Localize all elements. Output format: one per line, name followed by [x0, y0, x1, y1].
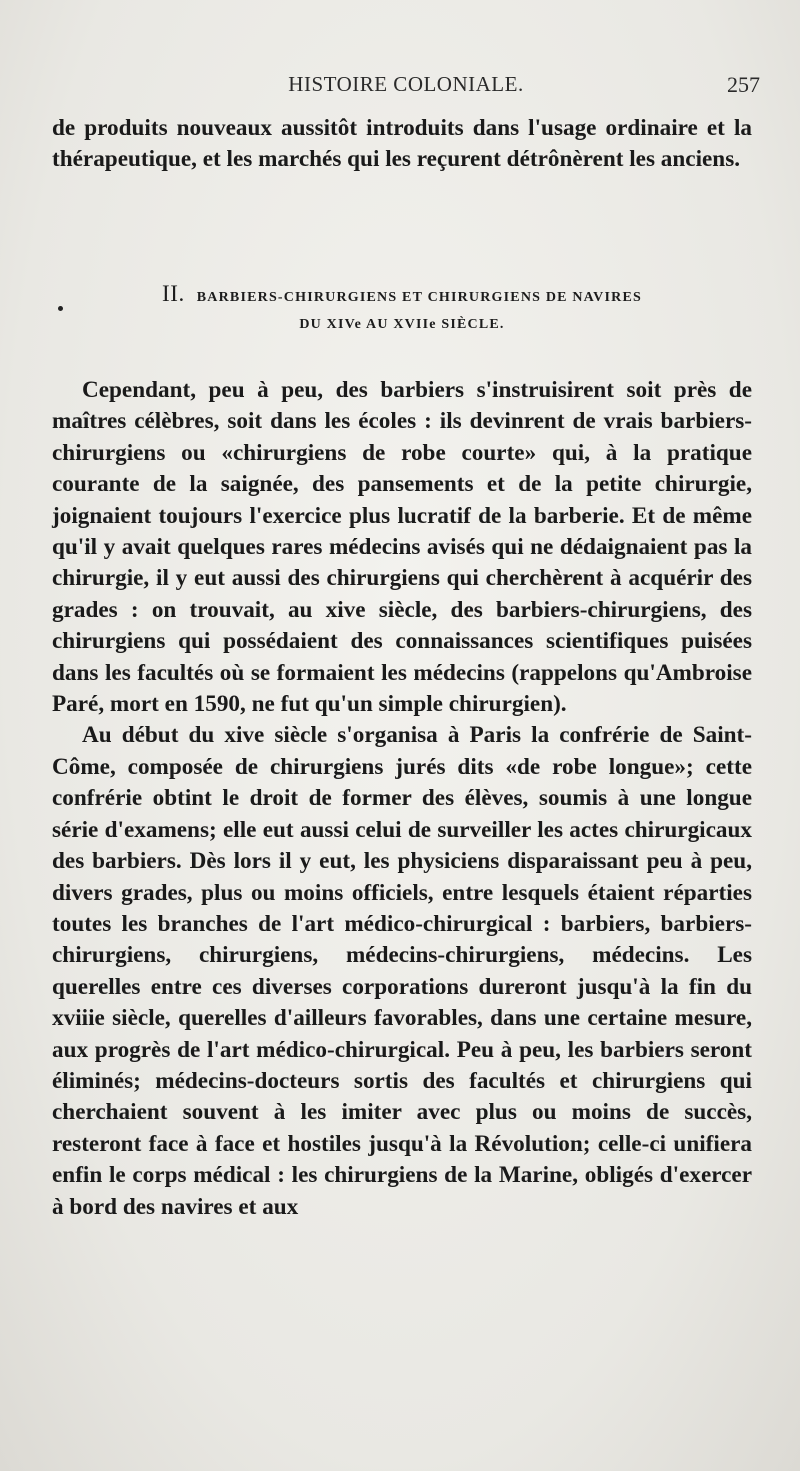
section-title-line2: DU XIVe AU XVIIe SIÈCLE.	[299, 317, 505, 332]
paragraph: Cependant, peu à peu, des barbiers s'instruisirent soit près de maîtres célèbres, soit dans les écoles : ils devinrent de vrais barbiers-chirurgiens ou «chirurgiens de robe courte» qui, à la pratique courante de la saignée, des pansements et de la petite chirurgie, joignaient toujours l'exercice plus lucratif de la barberie. Et de même qu'il y avait quelques rares médecins avisés qui ne dédaignaient pas la chirurgie, il y eut aussi des chirurgiens qui cherchèrent à acquérir des grades : on trouvait, au xive siècle, des barbiers-chirurgiens, des chirurgiens qui possédaient des connaissances scientifiques puisées dans les facultés où se formaient les médecins (rappelons qu'Ambroise Paré, mort en 1590, ne fut qu'un simple chirurgien).	[52, 377, 752, 718]
section-title-line1	[52, 281, 752, 307]
paragraph: Au début du xive siècle s'organisa à Paris la confrérie de Saint-Côme, composée de chirurgiens jurés dits «de robe longue»; cette confrérie obtint le droit de former des élèves, soumis à une longue série d'examens; elle eut aussi celui de surveiller les actes chirurgicaux des barbiers. Dès lors il y eut, les physiciens disparaissant peu à peu, divers grades, plus ou moins officiels, entre lesquels étaient réparties toutes les branches de l'art médico-chirurgical : barbiers, barbiers-chirurgiens, chirurgiens, médecins-chirurgiens, médecins. Les querelles entre ces diverses corporations dureront jusqu'à la fin du xviiie siècle, querelles d'ailleurs favorables, dans une certaine mesure, aux progrès de l'art médico-chirurgical. Peu à peu, les barbiers seront éliminés; médecins-docteurs sortis des facultés et chirurgiens qui cherchaient souvent à les imiter avec plus ou moins de succès, resteront face à face et hostiles jusqu'à la Révolution; celle-ci unifiera enfin le corps médical : les chirurgiens de la Marine, obligés d'exercer à bord des navires et aux	[52, 722, 752, 1220]
section-heading	[52, 281, 752, 333]
body-text	[52, 375, 752, 1223]
intro-paragraph-text: de produits nouveaux aussitôt introduits dans l'usage ordinaire et la thérapeutique, et les marchés qui les reçurent détrônèrent les anciens.	[52, 115, 752, 173]
intro-paragraph	[52, 113, 752, 176]
page-number: 257	[727, 72, 760, 97]
section-title: BARBIERS-CHIRURGIENS ET CHIRURGIENS DE NAVIRES	[196, 290, 642, 305]
running-title: HISTOIRE COLONIALE.	[288, 72, 524, 96]
section-number: II.	[162, 281, 185, 306]
page-header	[52, 72, 760, 106]
